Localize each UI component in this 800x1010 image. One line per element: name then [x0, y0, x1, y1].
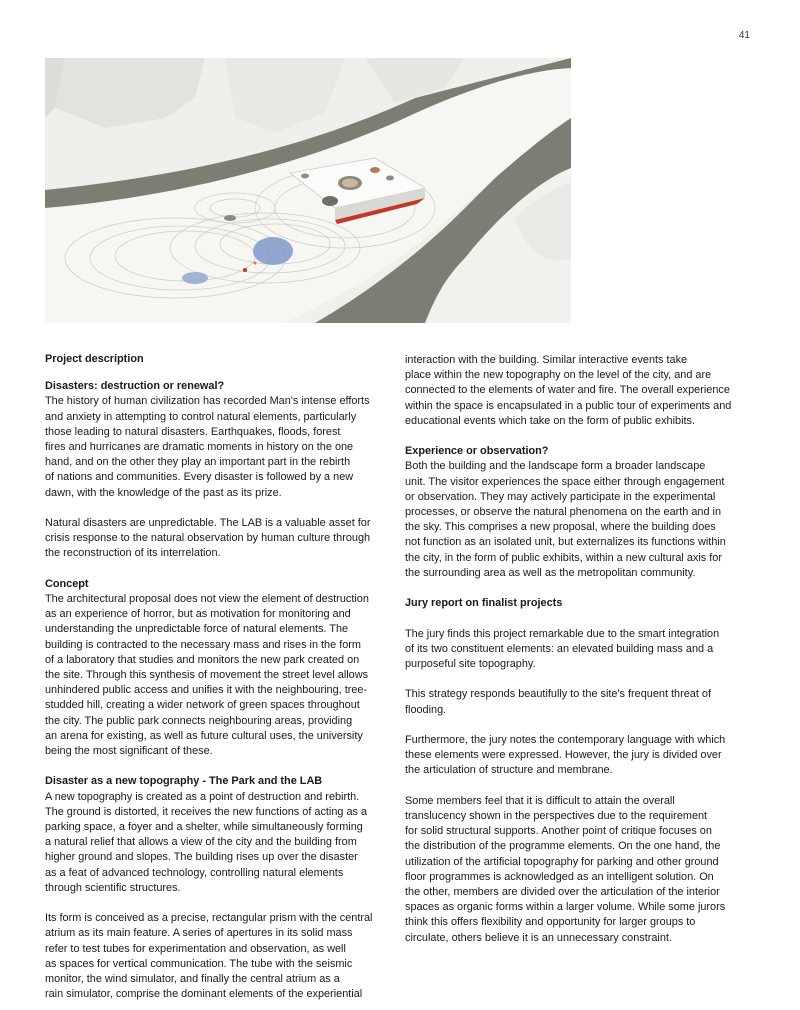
project-description-heading: Project description: [45, 353, 144, 365]
jury-paragraph-3: Furthermore, the jury notes the contemporary language with which these elements were expressed. However, the jury is divided over the articulation of structure and membrane.: [405, 734, 726, 777]
pool-feature: [253, 237, 293, 265]
jury-paragraph-1: The jury finds this project remarkable due to the smart integration of its two constituent elements: an elevated building mass and a purposeful site topography.: [405, 627, 720, 671]
continued-paragraph: interaction with the building. Similar interactive events take place within the new topography on the level of the city, and are connected to the elements of water and fire. The overall experience within the space is encapsulated in a public tour of experiments and educational events which take on the form of public exhibits.: [405, 354, 732, 427]
disasters-paragraph-1: The history of human civilization has recorded Man's intense efforts and anxiety in attempting to control natural elements, particularly those leading to natural disasters. Earthquakes, floods, forest fires and hurricanes are dramatic moments in history on the one hand, and on the other they play an important part in the rebirth of nations and communities. Every disaster is followed by a new dawn, with the knowledge of the past as its prize.: [45, 395, 370, 499]
site-model-image: [45, 58, 571, 323]
right-column: [405, 353, 750, 946]
left-column: [45, 352, 390, 1002]
disasters-heading: Disasters: destruction or renewal?: [45, 380, 225, 393]
site-model-illustration: [45, 58, 571, 323]
topography-heading: Disaster as a new topography - The Park and the LAB: [45, 775, 323, 788]
topography-paragraph-2: Its form is conceived as a precise, rectangular prism with the central atrium as its main feature. A series of apertures in its solid mass refer to test tubes for experimentation and observation, as well as spaces for vertical communication. The tube with the seismic monitor, the wind simulator, and finally the central atrium as a rain simulator, comprise the dominant elements of the experiential: [45, 912, 373, 1001]
disasters-paragraph-2: Natural disasters are unpredictable. The LAB is a valuable asset for crisis response to the natural observation by human culture through the reconstruction of its interrelation.: [45, 517, 371, 560]
jury-heading: Jury report on finalist projects: [405, 597, 563, 610]
jury-paragraph-2: This strategy responds beautifully to the site's frequent threat of flooding.: [405, 688, 711, 716]
experience-paragraph: Both the building and the landscape form a broader landscape unit. The visitor experiences the space either through engagement or observation. They may actively participate in the experimental processes, or observe the natural phenomena on the earth and in the sky. This comprises a new proposal, where the building does not function as an isolated unit, but externalizes its functions within the city, in the form of public exhibits, within a new cultural axis for the surrounding area as well as the metropolitan community.: [405, 460, 726, 579]
experience-heading: Experience or observation?: [405, 445, 549, 458]
jury-paragraph-4: Some members feel that it is difficult to attain the overall translucency shown in the perspectives due to the requirement for solid structural supports. Another point of critique focuses on the distribution of the programme elements. On the one hand, the utilization of the artificial topography for parking and other ground floor programmes is acknowledged as an intelligent solution. On the other, members are divided over the articulation of the interior spaces as organic forms within a larger volume. While some jurors think this offers flexibility and opportunity for larger groups to circulate, others believe it is an unnecessary constraint.: [405, 794, 726, 944]
topography-paragraph-1: A new topography is created as a point of destruction and rebirth. The ground is distorted, it receives the new functions of acting as a parking space, a foyer and a shelter, while simultaneously forming a natural relief that allows a view of the city and the building from higher ground and slopes. The building rises up over the disaster as a feat of advanced technology, controlling natural elements through scientific structures.: [45, 790, 368, 894]
concept-paragraph: The architectural proposal does not view the element of destruction as an experience of horror, but as motivation for monitoring and understanding the unpredictable force of natural elements. The building is contracted to the necessary mass and rises in the form of a laboratory that studies and monitors the new park created on the site. Through this synthesis of movement the street level allows unhindered public access and unifies it with the neighbouring, tree- studded hill, creating a wider network of green spaces throughout the city. The public park connects neighbouring areas, providing an arena for existing, as well as future cultural uses, the university being the most significant of these.: [45, 593, 369, 758]
page-number: 41: [738, 30, 750, 41]
concept-heading: Concept: [45, 577, 89, 590]
